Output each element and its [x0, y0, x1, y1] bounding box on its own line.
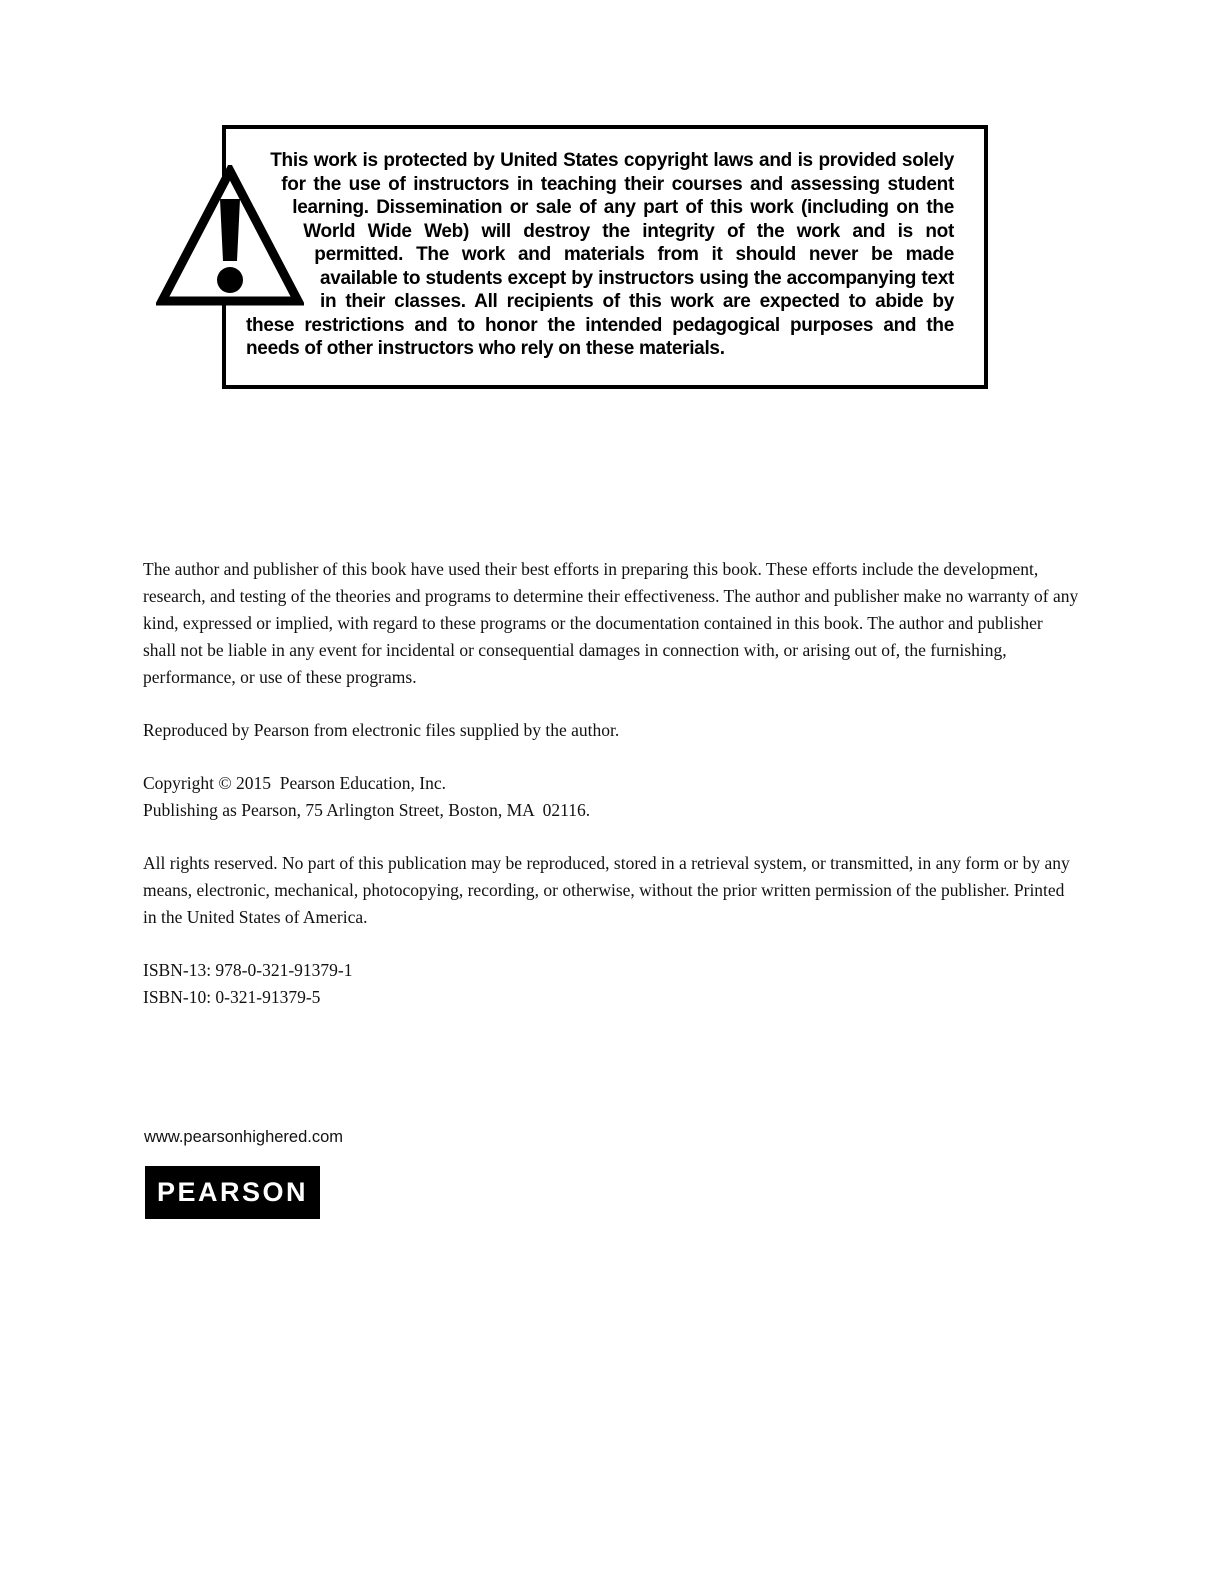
pearson-logo — [145, 1166, 320, 1219]
copyright-line-1: Copyright © 2015 Pearson Education, Inc. — [143, 773, 446, 793]
reproduced-line: Reproduced by Pearson from electronic files supplied by the author. — [143, 720, 620, 740]
pearson-logo-text: PEARSON — [156, 1177, 309, 1207]
copyright-warning-box — [222, 125, 988, 389]
copyright-block — [143, 770, 1080, 824]
isbn-13: ISBN-13: 978-0-321-91379-1 — [143, 960, 353, 980]
copyright-line-2: Publishing as Pearson, 75 Arlington Street, Boston, MA 02116. — [143, 800, 591, 820]
publisher-website-url: www.pearsonhighered.com — [144, 1128, 344, 1146]
isbn-block — [143, 957, 1080, 1011]
disclaimer-paragraph: The author and publisher of this book have used their best efforts in preparing this book. These efforts include the development, research, and testing of the theories and programs to determine their effectiveness. The author and publisher make no warranty of any kind, expressed or implied, with regard to these programs or the documentation contained in this book. The author and publisher shall not be liable in any event for incidental or consequential damages in connection with, or arising out of, the furnishing, performance, or use of these programs. — [143, 559, 1079, 687]
isbn-10: ISBN-10: 0-321-91379-5 — [143, 987, 321, 1007]
copyright-warning-text: This work is protected by United States copyright laws and is provided solely for the use of instructors in teaching their courses and assessing student learning. Dissemination or sale of any part of this work (including on the World Wide Web) will destroy the integrity of the work and is not permitted. The work and materials from it should never be made available to students except by instructors using the accompanying text in their classes. All recipients of this work are expected to abide by these restrictions and to honor the intended pedagogical purposes and the needs of other instructors who rely on these materials. — [246, 150, 954, 359]
rights-paragraph: All rights reserved. No part of this publication may be reproduced, stored in a retrieval system, or transmitted, in any form or by any means, electronic, mechanical, photocopying, recording, or otherwise, without the prior written permission of the publisher. Printed in the United States of America. — [143, 853, 1070, 927]
warning-triangle-icon — [156, 165, 304, 307]
main-text-block — [143, 556, 1080, 1037]
